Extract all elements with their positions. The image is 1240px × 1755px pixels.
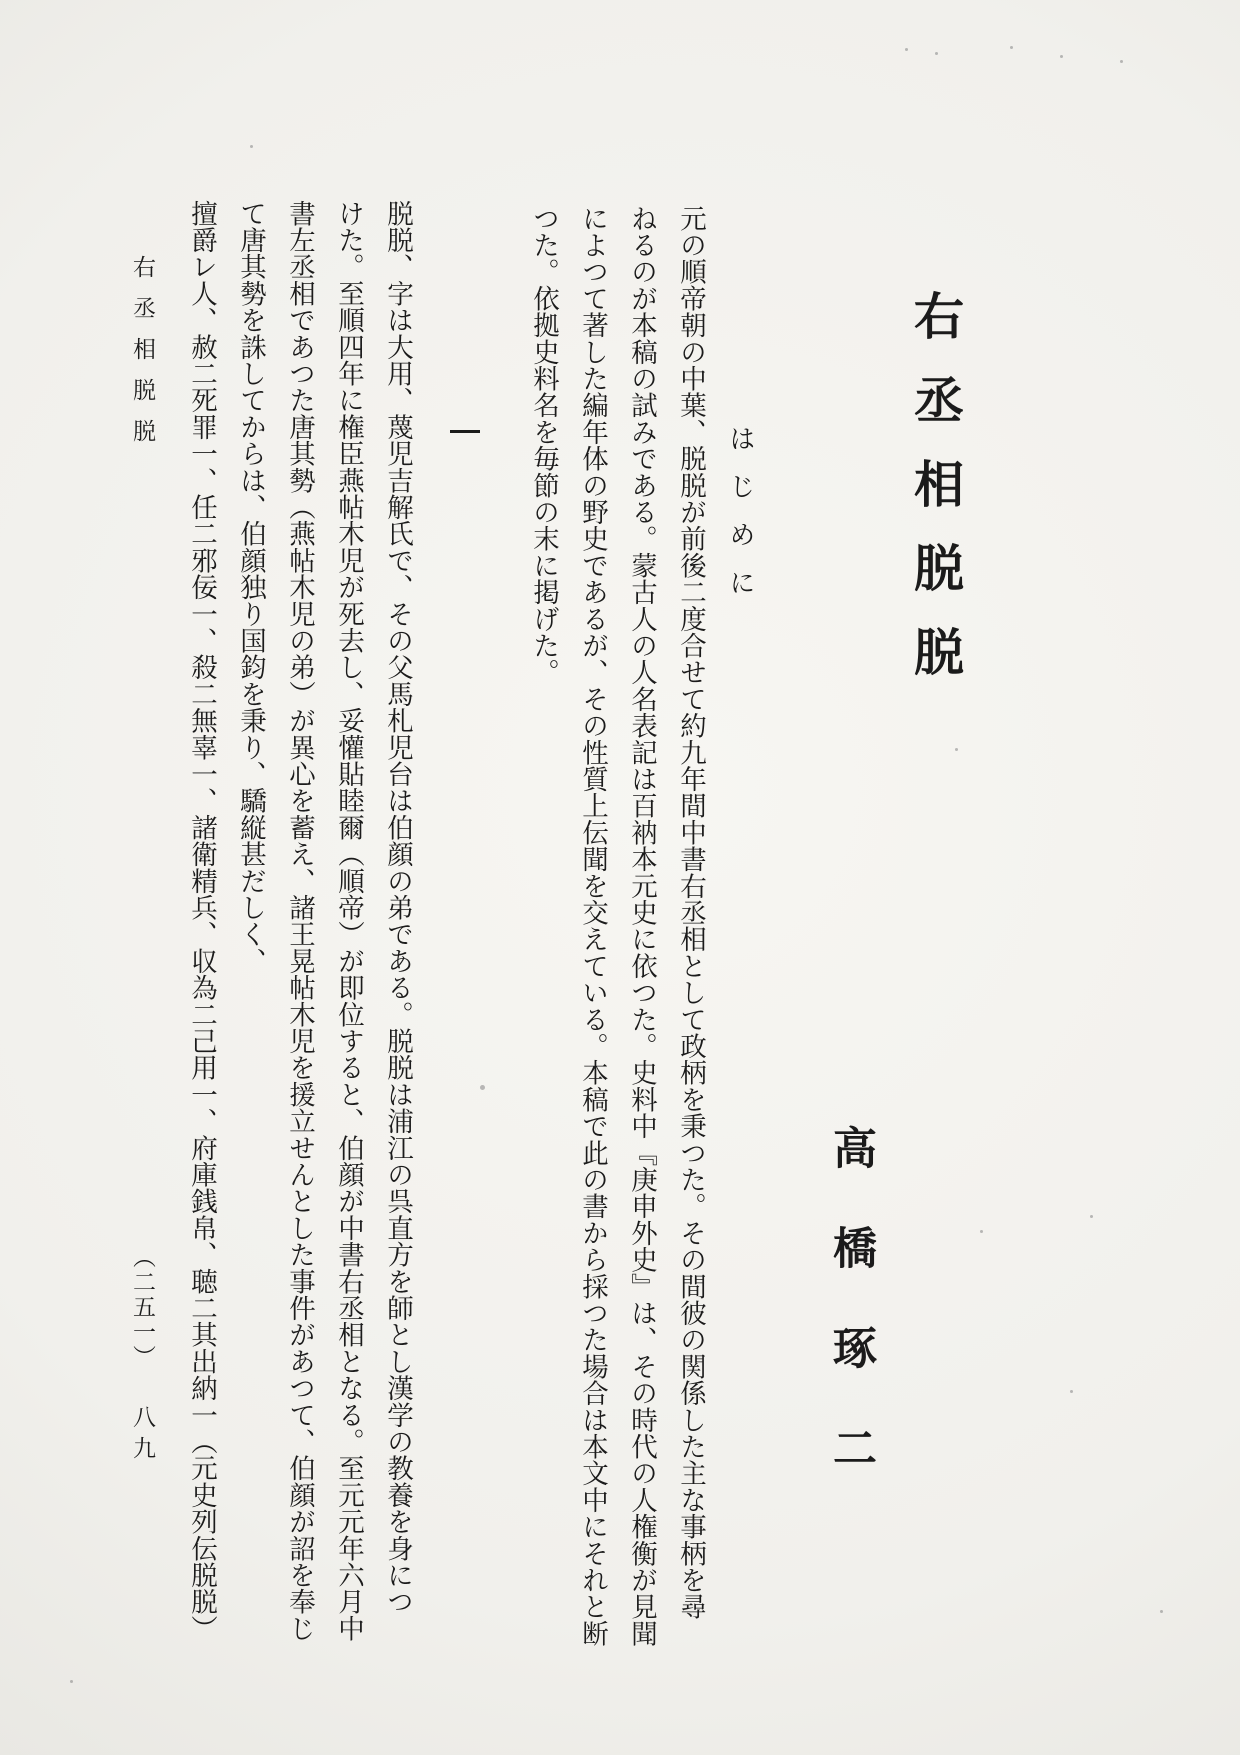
section1-body <box>177 200 422 1642</box>
section1-line: けた。至順四年に権臣燕帖木児が死去し、妥懽貼睦爾（順帝）が即位すると、伯顔が中書右丞相となる。至元元年六月中 <box>333 200 364 1642</box>
intro-line: つた。依拠史料名を毎節の末に掲げた。 <box>528 205 559 686</box>
author-name: 高橋琢二 <box>825 1125 876 1525</box>
page-reference: （二五一） <box>129 1245 155 1370</box>
speckle <box>935 52 938 55</box>
intro-heading: はじめに <box>725 425 755 617</box>
speckle <box>70 1680 73 1683</box>
speckle <box>980 1230 983 1233</box>
speckle <box>1010 46 1013 49</box>
speckle <box>1120 60 1123 63</box>
speckle <box>1070 1390 1073 1393</box>
intro-line: ねるのが本稿の試みである。蒙古人の人名表記は百衲本元史に依つた。史料中『庚申外史』は、その時代の人権衡が見聞 <box>626 205 657 1647</box>
section-number <box>491 395 492 396</box>
speckle <box>1160 1610 1163 1613</box>
speckle <box>1060 55 1063 58</box>
speckle <box>250 145 253 148</box>
paper-title: 右丞相脱脱 <box>906 290 965 710</box>
intro-line: 元の順帝朝の中葉、脱脱が前後二度合せて約九年間中書右丞相として政柄を秉つた。その間彼の関係した主な事柄を尋 <box>675 205 706 1621</box>
intro-line: によつて著した編年体の野史であるが、その性質上伝聞を交えている。本稿で此の書から採つた場合は本文中にそれと断 <box>577 205 608 1647</box>
speckle <box>905 48 908 51</box>
page-number: 八九 <box>129 1405 155 1467</box>
section1-line: 擅爵レ人、赦二死罪一、任二邪佞一、殺二無辜一、諸衛精兵、収為二己用一、府庫銭帛、聴二其出納一（元史列伝脱脱） <box>186 200 217 1642</box>
speckle <box>1090 1215 1093 1218</box>
section1-line: 脱脱、字は大用、蔑児吉解氏で、その父馬札児台は伯顔の弟である。脱脱は浦江の呉直方を師とし漢学の教養を身につ <box>382 200 413 1616</box>
section1-line: 書左丞相であつた唐其勢（燕帖木児の弟）が異心を蓄え、諸王晃帖木児を援立せんとした事件があつて、伯顔が詔を奉じ <box>284 200 315 1642</box>
section-number-mark <box>450 430 480 433</box>
running-title: 右丞相脱脱 <box>129 255 155 460</box>
speckle <box>955 748 958 751</box>
intro-body <box>519 205 715 1647</box>
section1-line: て唐其勢を誅してからは、伯顔独り国鈞を秉り、驕縦甚だしく、 <box>235 200 266 975</box>
speckle <box>480 1085 485 1090</box>
